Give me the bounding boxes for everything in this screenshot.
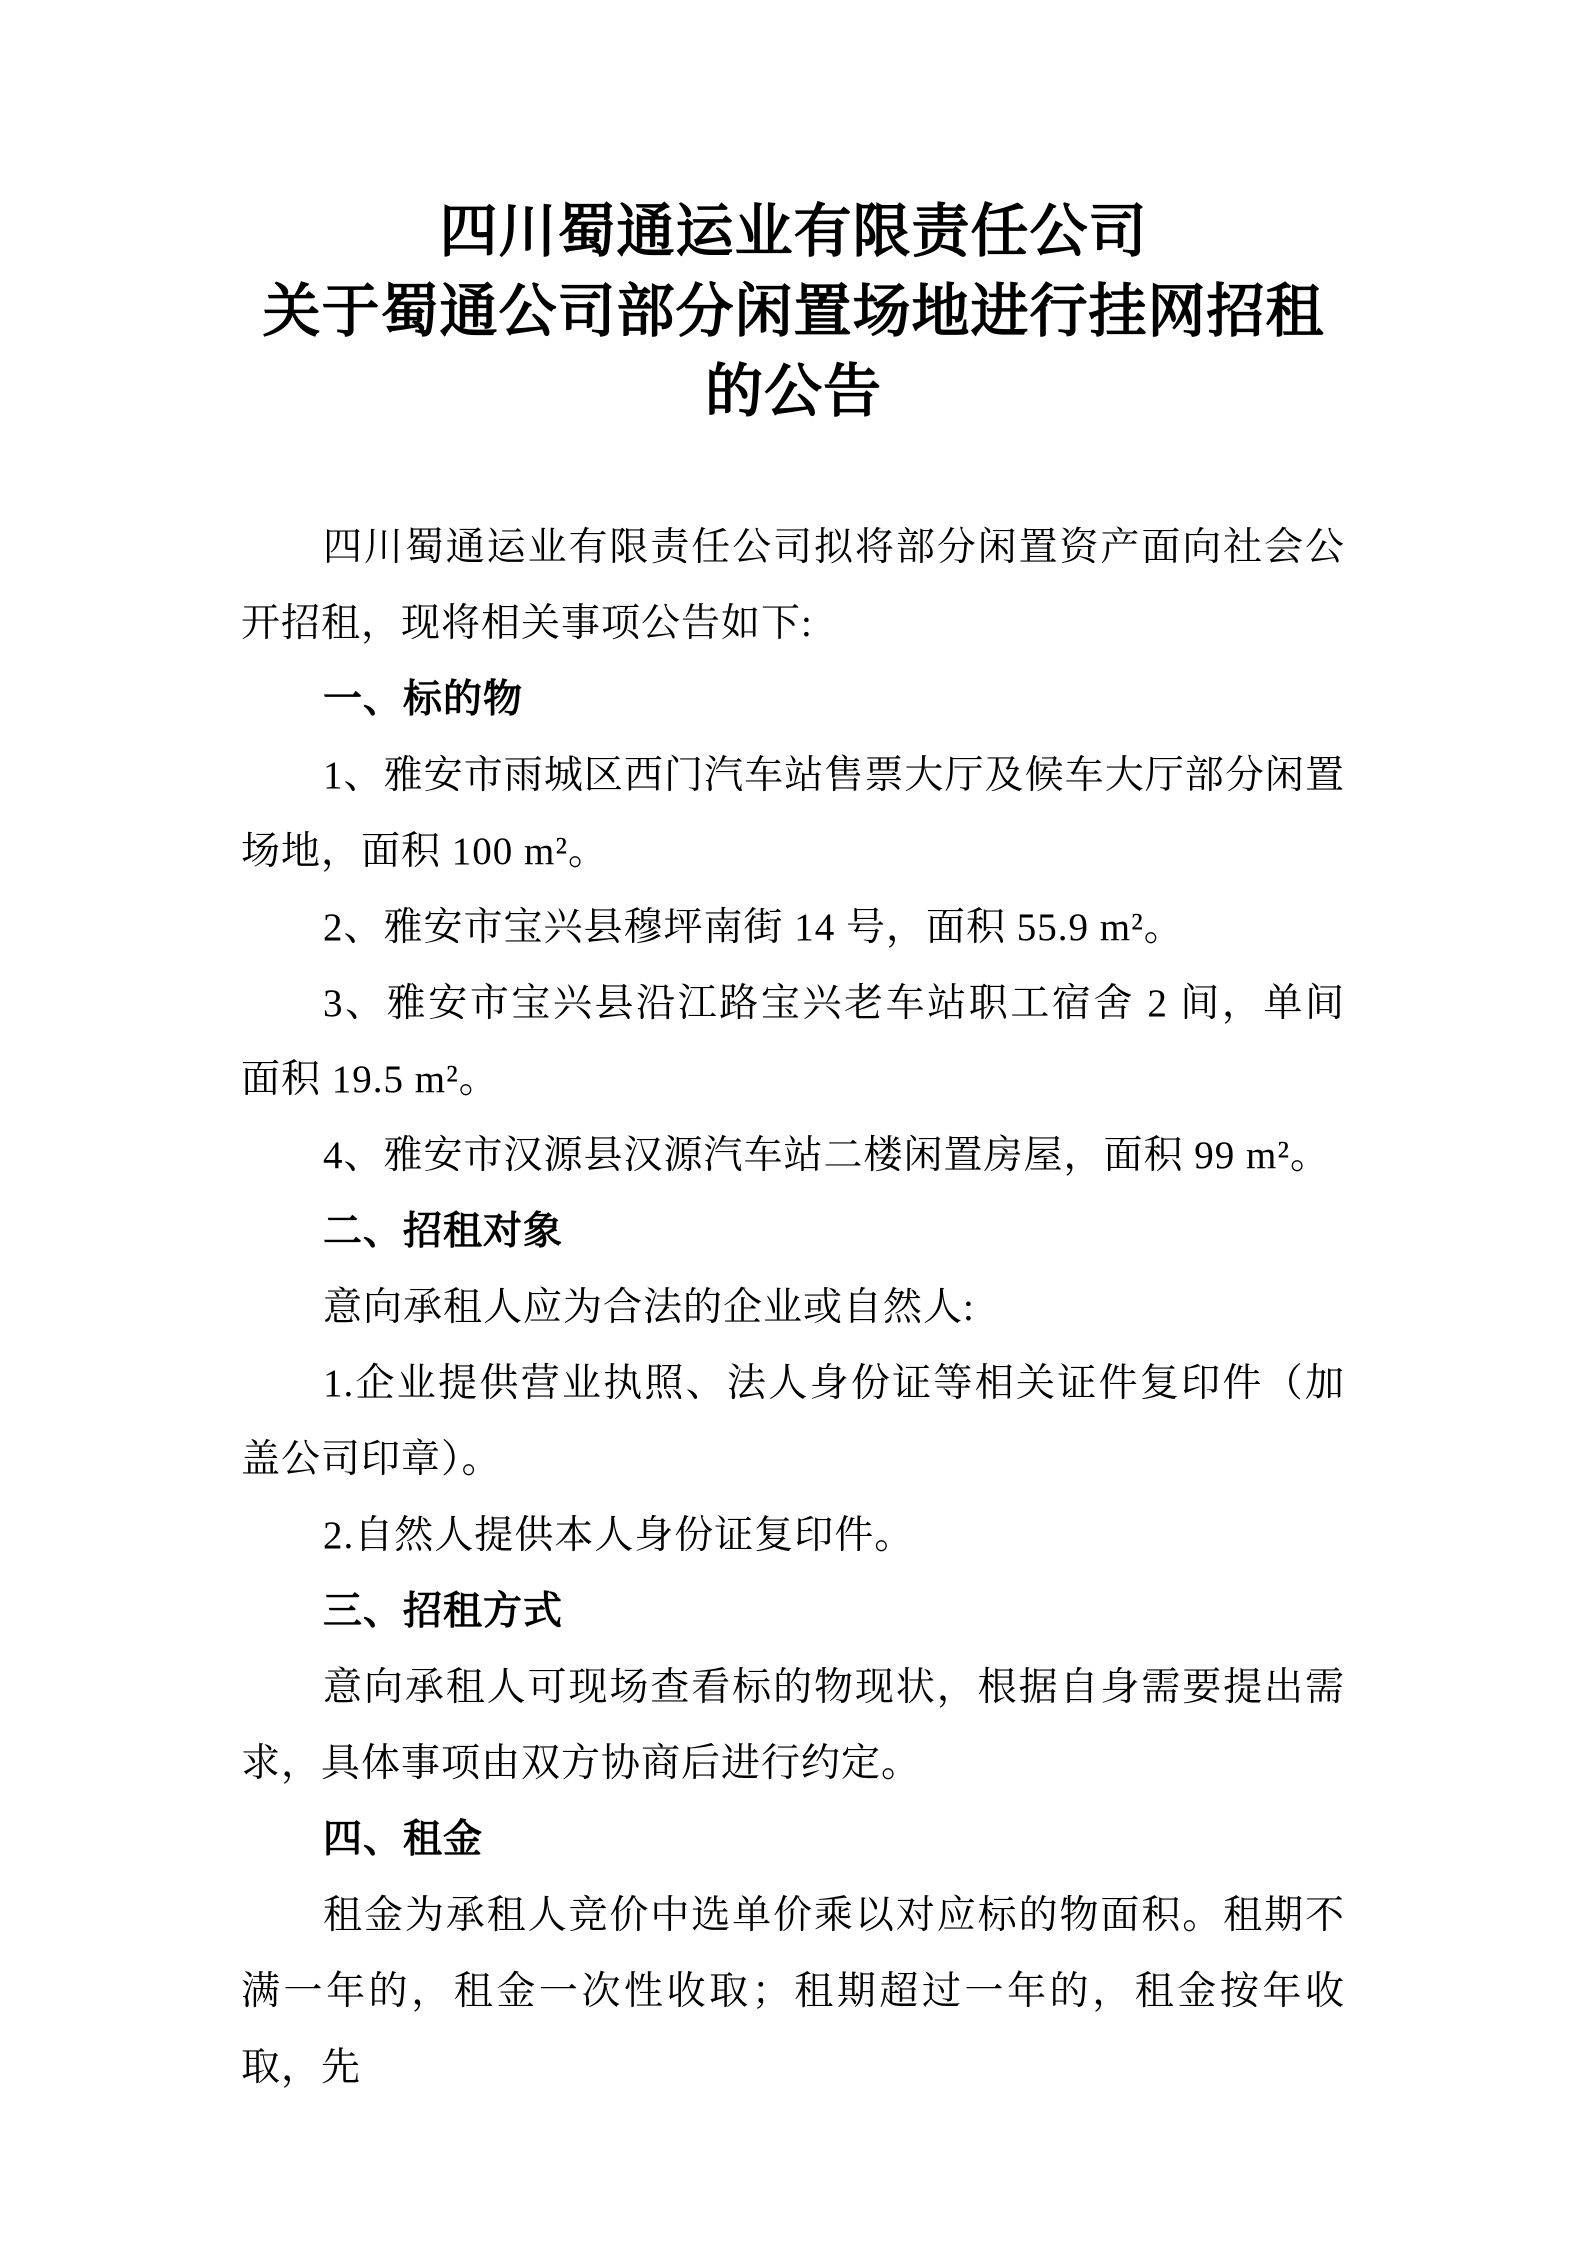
paragraph: 2、雅安市宝兴县穆坪南街 14 号，面积 55.9 m²。	[323, 906, 1184, 949]
title-line-1: 四川蜀通运业有限责任公司	[439, 199, 1148, 264]
paragraph: 意向承租人可现场查看标的物现状，根据自身需要提出需求，具体事项由双方协商后进行约定。	[241, 1666, 1345, 1785]
paragraph: 4、雅安市汉源县汉源汽车站二楼闲置房屋，面积 99 m²。	[323, 1134, 1331, 1177]
paragraph: 1.企业提供营业执照、法人身份证等相关证件复印件（加盖公司印章）。	[241, 1362, 1345, 1481]
title-line-2: 关于蜀通公司部分闲置场地进行挂网招租	[262, 279, 1325, 344]
section-heading: 二、招租对象	[323, 1210, 564, 1253]
paragraph: 租金为承租人竞价中选单价乘以对应标的物面积。租期不满一年的，租金一次性收取；租期超过一年的，租金按年收取，先	[241, 1894, 1345, 2089]
document-body	[241, 510, 1345, 2106]
document-title	[0, 192, 1587, 432]
paragraph: 2.自然人提供本人身份证复印件。	[323, 1514, 915, 1557]
paragraph: 四川蜀通运业有限责任公司拟将部分闲置资产面向社会公开招租，现将相关事项公告如下:	[241, 526, 1345, 645]
paragraph: 意向承租人应为合法的企业或自然人:	[323, 1286, 975, 1329]
section-heading: 三、招租方式	[323, 1590, 564, 1633]
paragraph: 3、雅安市宝兴县沿江路宝兴老车站职工宿舍 2 间，单间面积 19.5 m²。	[241, 982, 1345, 1101]
paragraph: 1、雅安市雨城区西门汽车站售票大厅及候车大厅部分闲置场地，面积 100 m²。	[241, 754, 1345, 873]
section-heading: 一、标的物	[323, 678, 524, 721]
section-heading: 四、租金	[323, 1818, 484, 1861]
title-line-3: 的公告	[704, 359, 882, 424]
